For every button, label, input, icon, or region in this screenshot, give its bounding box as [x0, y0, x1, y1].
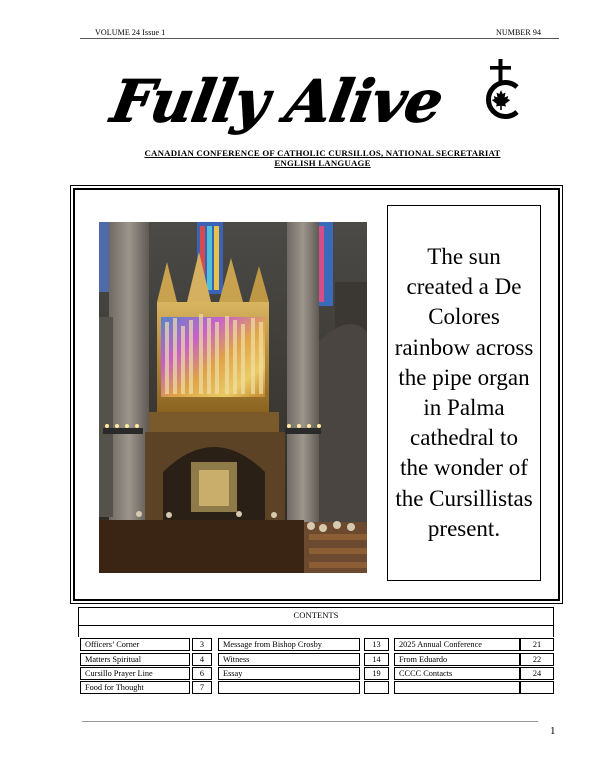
- contents-entry-title: Message from Bishop Crosby: [218, 638, 360, 651]
- contents-entry-title: [218, 681, 360, 694]
- volume-issue-label: VOLUME 24 Issue 1: [95, 28, 166, 37]
- contents-entry-title: Food for Thought: [80, 681, 190, 694]
- page-number: 1: [550, 725, 556, 737]
- contents-entry-title: CCCC Contacts: [394, 667, 520, 680]
- contents-entry-title: From Eduardo: [394, 653, 520, 666]
- contents-entry-page: 22: [520, 653, 554, 666]
- contents-entry-title: [394, 681, 520, 694]
- contents-entry-page: [364, 681, 389, 694]
- contents-entry-title: Witness: [218, 653, 360, 666]
- contents-entry-title: 2025 Annual Conference: [394, 638, 520, 651]
- contents-entry-page: 24: [520, 667, 554, 680]
- issue-number-label: NUMBER 94: [496, 28, 542, 37]
- contents-entry-page: [520, 681, 554, 694]
- contents-entry-title: Cursillo Prayer Line: [80, 667, 190, 680]
- footer-rule: [82, 721, 538, 722]
- newsletter-title: Fully Alive: [106, 67, 447, 135]
- contents-entry-title: Essay: [218, 667, 360, 680]
- feature-caption-box: [387, 205, 541, 581]
- contents-entry-page: 21: [520, 638, 554, 651]
- contents-title: CONTENTS: [293, 610, 339, 620]
- contents-entry-page: 14: [364, 653, 389, 666]
- contents-entry-page: 7: [192, 681, 212, 694]
- feature-caption: The sun created a De Colores rainbow across the pipe organ in Palma cathedral to the wonder of the Cursillistas present.: [394, 243, 534, 541]
- contents-entry-title: Officers’ Corner: [80, 638, 190, 651]
- contents-entry-page: 4: [192, 653, 212, 666]
- contents-entry-title: Matters Spiritual: [80, 653, 190, 666]
- organization-language: ENGLISH LANGUAGE: [274, 158, 371, 168]
- cross-and-maple-leaf-logo-icon: [476, 57, 526, 119]
- header-rule: [80, 38, 559, 39]
- contents-entry-page: 6: [192, 667, 212, 680]
- contents-entry-page: 3: [192, 638, 212, 651]
- organization-name: CANADIAN CONFERENCE OF CATHOLIC CURSILLOS, NATIONAL SECRETARIAT: [144, 148, 501, 158]
- contents-header-rule: [78, 625, 554, 626]
- cathedral-pipe-organ-photo: [99, 222, 367, 573]
- contents-entry-page: 19: [364, 667, 389, 680]
- contents-entry-page: 13: [364, 638, 389, 651]
